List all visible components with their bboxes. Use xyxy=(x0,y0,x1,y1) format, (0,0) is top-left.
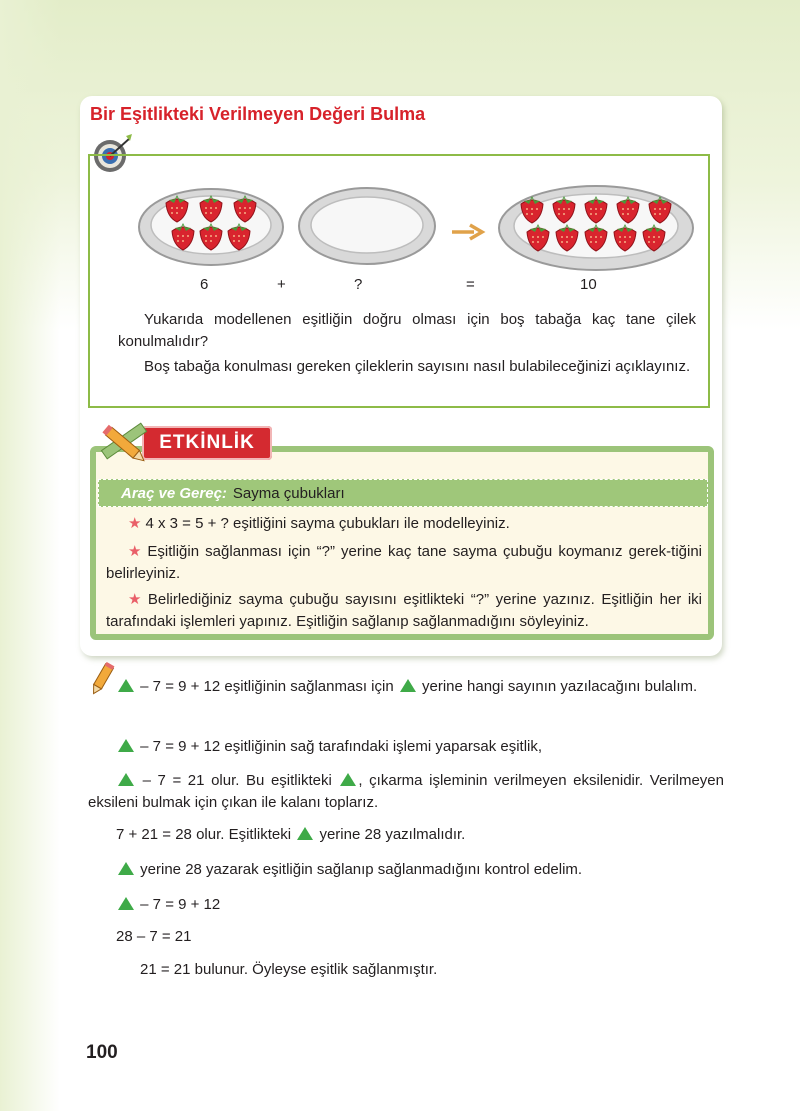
triangle-icon xyxy=(118,773,134,786)
materials-value: Sayma çubukları xyxy=(232,484,345,502)
materials-bar xyxy=(98,479,708,507)
activity-item-1: ★ 4 x 3 = 5 + ? eşitliğini sayma çubukları ile modelleyiniz. xyxy=(128,515,510,532)
triangle-icon xyxy=(118,739,134,752)
right-arrow-icon xyxy=(450,222,486,242)
star-icon: ★ xyxy=(128,591,144,608)
section-title: Bir Eşitlikteki Verilmeyen Değeri Bulma xyxy=(90,104,426,124)
activity-tab: ETKİNLİK xyxy=(142,426,272,460)
triangle-icon xyxy=(118,897,134,910)
triangle-icon xyxy=(118,862,134,875)
plate-with-10-strawberries xyxy=(497,180,695,272)
solution-line-3: – 7 = 21 olur. Bu eşitlikteki , çıkarma işleminin verilmeyen eksilenidir. Verilmeyen eksileni bulmak için çıkan ile kalanı toplarız. xyxy=(88,772,724,811)
pencil-icon xyxy=(88,662,116,698)
activity-item-3: ★ Belirlediğiniz sayma çubuğu sayısını eşitlikteki “?” yerine yazınız. Eşitliğin her iki tarafındaki işlemleri yapınız. Eşitliğin sağlanıp sağlanmadığını söyleyiniz. xyxy=(106,591,702,630)
page-number: 100 xyxy=(86,1042,118,1063)
triangle-icon xyxy=(340,773,356,786)
empty-plate xyxy=(297,186,437,266)
solution-line-6: – 7 = 9 + 12 xyxy=(116,894,712,916)
solution-line-4: 7 + 21 = 28 olur. Eşitlikteki yerine 28 yazılmalıdır. xyxy=(116,826,466,843)
equation-left-value: 6 xyxy=(200,276,209,293)
equation-unknown: ? xyxy=(354,276,363,293)
star-icon: ★ xyxy=(128,543,144,560)
equation-equals-sign: = xyxy=(466,276,475,293)
activity-item-2: ★ Eşitliğin sağlanması için “?” yerine kaç tane sayma çubuğu koymanız gerek-tiğini belirleyiniz. xyxy=(106,543,702,582)
page-background-left xyxy=(0,0,60,1111)
solution-line-8: 21 = 21 bulunur. Öyleyse eşitlik sağlanmıştır. xyxy=(140,961,438,978)
materials-label: Araç ve Gereç: xyxy=(121,484,227,502)
triangle-icon xyxy=(118,679,134,692)
triangle-icon xyxy=(400,679,416,692)
solution-line-1: – 7 = 9 + 12 eşitliğinin sağlanması için yerine hangi sayının yazılacağını bulalım. xyxy=(116,676,712,698)
solution-line-5: yerine 28 yazarak eşitliğin sağlanıp sağlanmadığını kontrol edelim. xyxy=(116,859,712,881)
problem-question-1: Yukarıda modellenen eşitliğin doğru olması için boş tabağa kaç tane çilek konulmalıdır? xyxy=(118,311,696,350)
solution-line-7: 28 – 7 = 21 xyxy=(116,928,192,945)
equation-plus-sign: + xyxy=(277,276,286,293)
triangle-icon xyxy=(297,827,313,840)
plate-with-6-strawberries xyxy=(137,183,285,267)
star-icon: ★ xyxy=(128,515,142,532)
equation-result: 10 xyxy=(580,276,597,293)
problem-question-2: Boş tabağa konulması gereken çileklerin sayısını nasıl bulabileceğinizi açıklayınız. xyxy=(144,358,691,375)
pencil-ruler-icon xyxy=(96,418,154,470)
solution-line-2: – 7 = 9 + 12 eşitliğinin sağ tarafındaki işlemi yaparsak eşitlik, xyxy=(116,736,712,758)
